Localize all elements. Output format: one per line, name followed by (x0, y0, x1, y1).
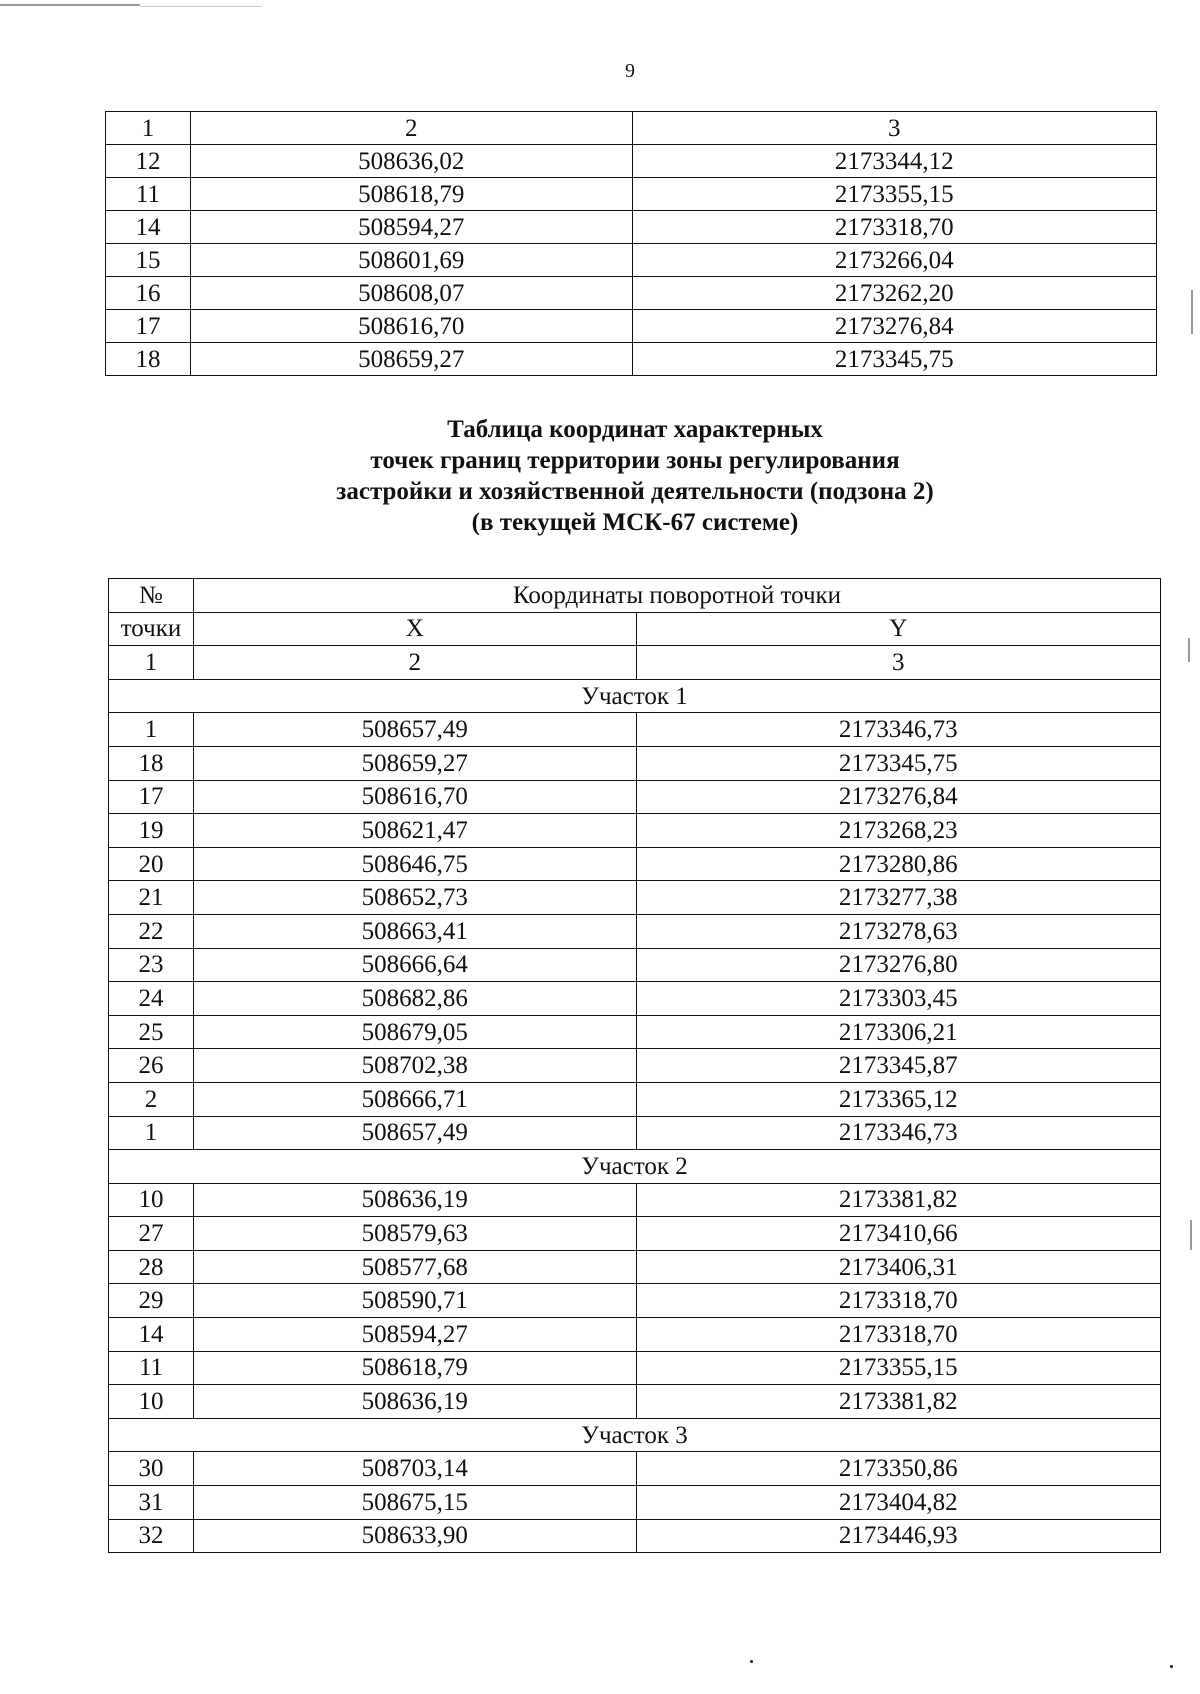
point-number-cell: 1 (109, 713, 194, 747)
table-row (109, 713, 1161, 747)
point-number-cell: 24 (109, 982, 194, 1016)
table-row (109, 1183, 1161, 1217)
table-row (109, 1015, 1161, 1049)
column-number-cell: 3 (632, 112, 1157, 145)
section-row (109, 1150, 1161, 1184)
table-row (106, 244, 1157, 277)
header-row (109, 579, 1161, 613)
table-title-line: Таблица координат характерных (447, 416, 823, 443)
table-title (0, 414, 1200, 538)
table-row (109, 1486, 1161, 1520)
point-number-cell: 17 (106, 310, 191, 343)
x-header: X (193, 612, 636, 646)
table-title-line: (в текущей МСК-67 системе) (471, 509, 799, 536)
point-number-cell: 11 (106, 178, 191, 211)
scan-edge-right-3 (1190, 1220, 1192, 1250)
x-coordinate-cell: 508682,86 (193, 982, 636, 1016)
point-number-cell: 1 (109, 1116, 194, 1150)
table-row (109, 1049, 1161, 1083)
point-number-cell: 10 (109, 1183, 194, 1217)
y-coordinate-cell: 2173346,73 (636, 1116, 1160, 1150)
y-coordinate-cell: 2173365,12 (636, 1082, 1160, 1116)
y-coordinate-cell: 2173306,21 (636, 1015, 1160, 1049)
table-row (109, 1217, 1161, 1251)
point-number-cell: 21 (109, 881, 194, 915)
point-number-cell: 22 (109, 914, 194, 948)
y-coordinate-cell: 2173268,23 (636, 814, 1160, 848)
table-row (109, 1284, 1161, 1318)
table-row (109, 881, 1161, 915)
y-coordinate-cell: 2173345,87 (636, 1049, 1160, 1083)
x-coordinate-cell: 508579,63 (193, 1217, 636, 1251)
x-coordinate-cell: 508657,49 (193, 713, 636, 747)
table-row (106, 277, 1157, 310)
point-number-cell: 25 (109, 1015, 194, 1049)
table-row (109, 1351, 1161, 1385)
point-number-cell: 18 (109, 746, 194, 780)
table1-body (106, 112, 1157, 376)
x-coordinate-cell: 508616,70 (190, 310, 632, 343)
table-title-line: застройки и хозяйственной деятельности (подзона 2) (336, 478, 934, 505)
scan-speck (1170, 1665, 1173, 1668)
number-sign-header: № (109, 579, 194, 613)
x-coordinate-cell: 508577,68 (193, 1250, 636, 1284)
table-row (109, 1452, 1161, 1486)
x-coordinate-cell: 508636,19 (193, 1183, 636, 1217)
table-row (109, 1318, 1161, 1352)
section-row (109, 1418, 1161, 1452)
x-coordinate-cell: 508608,07 (190, 277, 632, 310)
y-coordinate-cell: 2173318,70 (632, 211, 1157, 244)
table-row (109, 1250, 1161, 1284)
table-row (109, 814, 1161, 848)
y-coordinate-cell: 2173280,86 (636, 847, 1160, 881)
y-coordinate-cell: 2173350,86 (636, 1452, 1160, 1486)
table-row (106, 145, 1157, 178)
table-row (106, 178, 1157, 211)
x-coordinate-cell: 508663,41 (193, 914, 636, 948)
x-coordinate-cell: 508652,73 (193, 881, 636, 915)
y-coordinate-cell: 2173262,20 (632, 277, 1157, 310)
column-number-row (106, 112, 1157, 145)
y-coordinate-cell: 2173381,82 (636, 1183, 1160, 1217)
point-number-cell: 27 (109, 1217, 194, 1251)
x-coordinate-cell: 508594,27 (193, 1318, 636, 1352)
point-number-cell: 30 (109, 1452, 194, 1486)
table-row (109, 1385, 1161, 1419)
x-coordinate-cell: 508636,19 (193, 1385, 636, 1419)
y-coordinate-cell: 2173381,82 (636, 1385, 1160, 1419)
point-number-cell: 15 (106, 244, 191, 277)
point-number-cell: 20 (109, 847, 194, 881)
column-number-cell: 3 (636, 646, 1160, 680)
point-number-cell: 14 (109, 1318, 194, 1352)
table-row (109, 847, 1161, 881)
x-coordinate-cell: 508646,75 (193, 847, 636, 881)
point-number-cell: 11 (109, 1351, 194, 1385)
y-coordinate-cell: 2173355,15 (636, 1351, 1160, 1385)
y-coordinate-cell: 2173344,12 (632, 145, 1157, 178)
x-coordinate-cell: 508679,05 (193, 1015, 636, 1049)
table-row (109, 1519, 1161, 1553)
y-coordinate-cell: 2173346,73 (636, 713, 1160, 747)
y-header: Y (636, 612, 1160, 646)
x-coordinate-cell: 508666,64 (193, 948, 636, 982)
y-coordinate-cell: 2173277,38 (636, 881, 1160, 915)
section-title: Участок 1 (109, 679, 1161, 713)
point-label-header: точки (109, 612, 194, 646)
x-coordinate-cell: 508601,69 (190, 244, 632, 277)
y-coordinate-cell: 2173266,04 (632, 244, 1157, 277)
x-coordinate-cell: 508590,71 (193, 1284, 636, 1318)
x-coordinate-cell: 508657,49 (193, 1116, 636, 1150)
point-number-cell: 31 (109, 1486, 194, 1520)
point-number-cell: 16 (106, 277, 191, 310)
x-coordinate-cell: 508703,14 (193, 1452, 636, 1486)
point-number-cell: 14 (106, 211, 191, 244)
point-number-cell: 19 (109, 814, 194, 848)
table-row (109, 1082, 1161, 1116)
column-number-cell: 1 (106, 112, 191, 145)
coordinates-header: Координаты поворотной точки (193, 579, 1160, 613)
y-coordinate-cell: 2173276,84 (636, 780, 1160, 814)
table-row (106, 343, 1157, 376)
y-coordinate-cell: 2173404,82 (636, 1486, 1160, 1520)
x-coordinate-cell: 508659,27 (193, 746, 636, 780)
point-number-cell: 32 (109, 1519, 194, 1553)
point-number-cell: 26 (109, 1049, 194, 1083)
y-coordinate-cell: 2173345,75 (632, 343, 1157, 376)
scan-edge-right-2 (1188, 638, 1190, 662)
y-coordinate-cell: 2173345,75 (636, 746, 1160, 780)
y-coordinate-cell: 2173303,45 (636, 982, 1160, 1016)
column-number-cell: 1 (109, 646, 194, 680)
y-coordinate-cell: 2173276,80 (636, 948, 1160, 982)
point-number-cell: 18 (106, 343, 191, 376)
header-row (109, 612, 1161, 646)
section-row (109, 679, 1161, 713)
table-row (106, 310, 1157, 343)
column-number-cell: 2 (190, 112, 632, 145)
table-row (109, 914, 1161, 948)
x-coordinate-cell: 508636,02 (190, 145, 632, 178)
y-coordinate-cell: 2173410,66 (636, 1217, 1160, 1251)
x-coordinate-cell: 508616,70 (193, 780, 636, 814)
y-coordinate-cell: 2173406,31 (636, 1250, 1160, 1284)
point-number-cell: 10 (109, 1385, 194, 1419)
y-coordinate-cell: 2173318,70 (636, 1284, 1160, 1318)
y-coordinate-cell: 2173318,70 (636, 1318, 1160, 1352)
x-coordinate-cell: 508675,15 (193, 1486, 636, 1520)
scan-line-top-faint (140, 6, 262, 7)
point-number-cell: 29 (109, 1284, 194, 1318)
x-coordinate-cell: 508702,38 (193, 1049, 636, 1083)
y-coordinate-cell: 2173276,84 (632, 310, 1157, 343)
point-number-cell: 17 (109, 780, 194, 814)
coordinates-table-subzone-2 (108, 578, 1161, 1553)
table-row (109, 948, 1161, 982)
coordinates-table-continued (105, 111, 1157, 376)
x-coordinate-cell: 508666,71 (193, 1082, 636, 1116)
section-title: Участок 3 (109, 1418, 1161, 1452)
table-title-line: точек границ территории зоны регулирования (370, 447, 900, 474)
point-number-cell: 12 (106, 145, 191, 178)
scan-speck (750, 1660, 753, 1663)
table-row (109, 1116, 1161, 1150)
y-coordinate-cell: 2173355,15 (632, 178, 1157, 211)
point-number-cell: 23 (109, 948, 194, 982)
y-coordinate-cell: 2173278,63 (636, 914, 1160, 948)
x-coordinate-cell: 508594,27 (190, 211, 632, 244)
scan-edge-right (1191, 290, 1193, 334)
page-number: 9 (625, 60, 635, 82)
x-coordinate-cell: 508618,79 (190, 178, 632, 211)
x-coordinate-cell: 508659,27 (190, 343, 632, 376)
table-row (109, 780, 1161, 814)
column-number-row (109, 646, 1161, 680)
table-row (106, 211, 1157, 244)
x-coordinate-cell: 508633,90 (193, 1519, 636, 1553)
table-row (109, 746, 1161, 780)
section-title: Участок 2 (109, 1150, 1161, 1184)
y-coordinate-cell: 2173446,93 (636, 1519, 1160, 1553)
x-coordinate-cell: 508618,79 (193, 1351, 636, 1385)
scan-line-top (0, 4, 140, 6)
table2-body (109, 579, 1161, 1553)
x-coordinate-cell: 508621,47 (193, 814, 636, 848)
point-number-cell: 2 (109, 1082, 194, 1116)
column-number-cell: 2 (193, 646, 636, 680)
point-number-cell: 28 (109, 1250, 194, 1284)
table-row (109, 982, 1161, 1016)
